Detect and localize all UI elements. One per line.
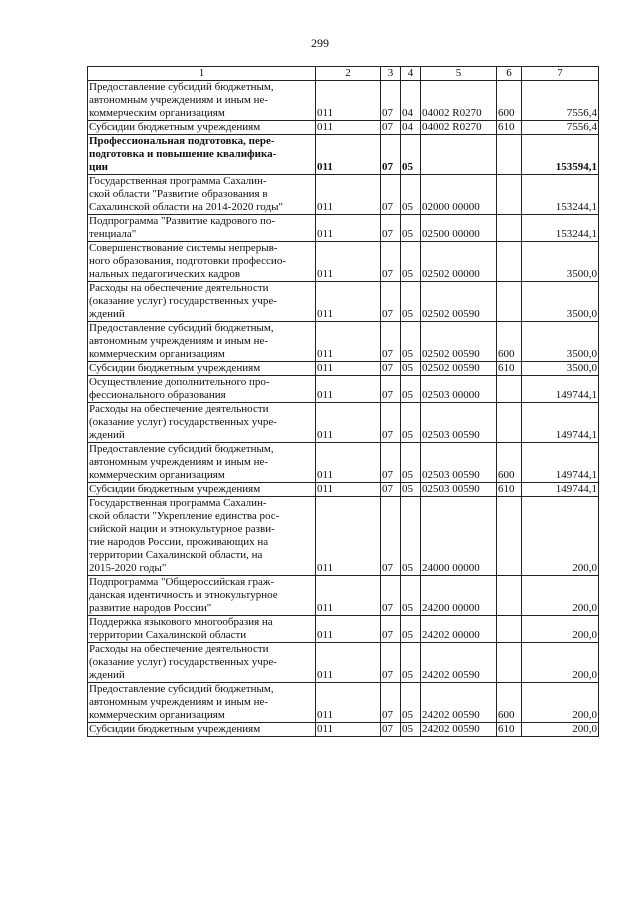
table-row <box>88 497 599 576</box>
table-row <box>88 683 599 723</box>
row-code-cell: 011 <box>316 683 381 723</box>
row-subsection-cell: 05 <box>401 242 421 282</box>
table-row <box>88 376 599 403</box>
row-target-cell: 02000 00000 <box>421 175 497 215</box>
row-code-cell: 011 <box>316 362 381 376</box>
row-target-cell: 24202 00000 <box>421 616 497 643</box>
table-header-row <box>88 67 599 81</box>
row-expense-type-cell <box>497 282 522 322</box>
row-target-cell: 24202 00590 <box>421 643 497 683</box>
row-target-cell: 24000 00000 <box>421 497 497 576</box>
row-code-cell: 011 <box>316 175 381 215</box>
row-code-cell: 011 <box>316 403 381 443</box>
row-target-cell: 02503 00000 <box>421 376 497 403</box>
row-amount-cell: 3500,0 <box>522 242 599 282</box>
row-expense-type-cell: 600 <box>497 683 522 723</box>
row-subsection-cell: 05 <box>401 683 421 723</box>
row-code-cell: 011 <box>316 322 381 362</box>
row-name-cell: Расходы на обеспечение деятельности (оказание услуг) государственных учре- ждений <box>88 403 316 443</box>
row-code-cell: 011 <box>316 242 381 282</box>
row-amount-cell: 3500,0 <box>522 322 599 362</box>
row-code-cell: 011 <box>316 616 381 643</box>
row-target-cell: 02502 00000 <box>421 242 497 282</box>
row-subsection-cell: 05 <box>401 282 421 322</box>
row-target-cell: 24200 00000 <box>421 576 497 616</box>
table-row <box>88 282 599 322</box>
row-name-cell: Предоставление субсидий бюджетным, автономным учреждениям и иным не- коммерческим организациям <box>88 443 316 483</box>
row-expense-type-cell: 600 <box>497 322 522 362</box>
row-code-cell: 011 <box>316 215 381 242</box>
row-section-cell: 07 <box>381 282 401 322</box>
row-section-cell: 07 <box>381 443 401 483</box>
row-amount-cell: 149744,1 <box>522 403 599 443</box>
row-subsection-cell: 04 <box>401 121 421 135</box>
row-section-cell: 07 <box>381 497 401 576</box>
row-code-cell: 011 <box>316 81 381 121</box>
row-code-cell: 011 <box>316 121 381 135</box>
row-code-cell: 011 <box>316 576 381 616</box>
row-expense-type-cell <box>497 135 522 175</box>
row-name-cell: Подпрограмма "Общероссийская граж- данская идентичность и этнокультурное развитие народов России" <box>88 576 316 616</box>
row-section-cell: 07 <box>381 643 401 683</box>
row-name-cell: Предоставление субсидий бюджетным, автономным учреждениям и иным не- коммерческим организациям <box>88 322 316 362</box>
row-target-cell: 02502 00590 <box>421 362 497 376</box>
table-row <box>88 483 599 497</box>
row-code-cell: 011 <box>316 282 381 322</box>
row-subsection-cell: 05 <box>401 497 421 576</box>
row-name-cell: Государственная программа Сахалин- ской области "Укрепление единства рос- сийской нации и этнокультурное разви- тие народов России, проживающих на территории Сахалинской области, на 2015-2020 годы" <box>88 497 316 576</box>
row-target-cell: 02502 00590 <box>421 282 497 322</box>
row-amount-cell: 149744,1 <box>522 443 599 483</box>
row-code-cell: 011 <box>316 497 381 576</box>
row-name-cell: Расходы на обеспечение деятельности (оказание услуг) государственных учре- ждений <box>88 282 316 322</box>
row-section-cell: 07 <box>381 403 401 443</box>
row-target-cell: 24202 00590 <box>421 723 497 737</box>
row-amount-cell: 153244,1 <box>522 215 599 242</box>
row-subsection-cell: 05 <box>401 483 421 497</box>
row-expense-type-cell <box>497 643 522 683</box>
table-row <box>88 322 599 362</box>
row-expense-type-cell <box>497 616 522 643</box>
row-subsection-cell: 05 <box>401 215 421 242</box>
header-cell: 5 <box>421 67 497 81</box>
row-code-cell: 011 <box>316 483 381 497</box>
row-name-cell: Совершенствование системы непрерыв- ного образования, подготовки профессио- нальных педагогических кадров <box>88 242 316 282</box>
row-subsection-cell: 05 <box>401 135 421 175</box>
table-row <box>88 403 599 443</box>
row-name-cell: Предоставление субсидий бюджетным, автономным учреждениям и иным не- коммерческим организациям <box>88 683 316 723</box>
row-section-cell: 07 <box>381 483 401 497</box>
row-amount-cell: 200,0 <box>522 643 599 683</box>
row-section-cell: 07 <box>381 723 401 737</box>
row-section-cell: 07 <box>381 81 401 121</box>
row-code-cell: 011 <box>316 376 381 403</box>
row-expense-type-cell: 600 <box>497 443 522 483</box>
row-name-cell: Профессиональная подготовка, пере- подготовка и повышение квалифика- ции <box>88 135 316 175</box>
table-row <box>88 576 599 616</box>
row-expense-type-cell: 610 <box>497 121 522 135</box>
row-target-cell: 04002 R0270 <box>421 121 497 135</box>
row-section-cell: 07 <box>381 242 401 282</box>
row-name-cell: Государственная программа Сахалин- ской области "Развитие образования в Сахалинской области на 2014-2020 годы" <box>88 175 316 215</box>
header-cell: 7 <box>522 67 599 81</box>
row-amount-cell: 3500,0 <box>522 362 599 376</box>
row-section-cell: 07 <box>381 135 401 175</box>
row-target-cell: 02503 00590 <box>421 443 497 483</box>
row-section-cell: 07 <box>381 215 401 242</box>
row-expense-type-cell <box>497 497 522 576</box>
row-name-cell: Осуществление дополнительного про- фессионального образования <box>88 376 316 403</box>
row-code-cell: 011 <box>316 643 381 683</box>
table-row <box>88 121 599 135</box>
row-target-cell <box>421 135 497 175</box>
row-name-cell: Предоставление субсидий бюджетным, автономным учреждениям и иным не- коммерческим организациям <box>88 81 316 121</box>
row-amount-cell: 200,0 <box>522 497 599 576</box>
row-name-cell: Субсидии бюджетным учреждениям <box>88 483 316 497</box>
row-amount-cell: 3500,0 <box>522 282 599 322</box>
row-expense-type-cell <box>497 403 522 443</box>
row-section-cell: 07 <box>381 362 401 376</box>
row-subsection-cell: 05 <box>401 576 421 616</box>
header-cell: 2 <box>316 67 381 81</box>
row-expense-type-cell <box>497 175 522 215</box>
row-section-cell: 07 <box>381 576 401 616</box>
row-target-cell: 02500 00000 <box>421 215 497 242</box>
row-subsection-cell: 04 <box>401 81 421 121</box>
table-row <box>88 616 599 643</box>
table-row <box>88 443 599 483</box>
table-row <box>88 135 599 175</box>
row-subsection-cell: 05 <box>401 362 421 376</box>
row-target-cell: 04002 R0270 <box>421 81 497 121</box>
row-expense-type-cell <box>497 242 522 282</box>
row-expense-type-cell: 610 <box>497 723 522 737</box>
row-amount-cell: 153244,1 <box>522 175 599 215</box>
row-amount-cell: 149744,1 <box>522 376 599 403</box>
table-row <box>88 81 599 121</box>
row-section-cell: 07 <box>381 683 401 723</box>
row-name-cell: Подпрограмма "Развитие кадрового по- тенциала" <box>88 215 316 242</box>
row-expense-type-cell: 610 <box>497 362 522 376</box>
table-row <box>88 242 599 282</box>
row-name-cell: Поддержка языкового многообразия на территории Сахалинской области <box>88 616 316 643</box>
row-name-cell: Расходы на обеспечение деятельности (оказание услуг) государственных учре- ждений <box>88 643 316 683</box>
row-section-cell: 07 <box>381 121 401 135</box>
row-expense-type-cell: 600 <box>497 81 522 121</box>
table-row <box>88 175 599 215</box>
row-amount-cell: 153594,1 <box>522 135 599 175</box>
row-expense-type-cell <box>497 215 522 242</box>
row-subsection-cell: 05 <box>401 175 421 215</box>
row-code-cell: 011 <box>316 135 381 175</box>
row-name-cell: Субсидии бюджетным учреждениям <box>88 121 316 135</box>
row-section-cell: 07 <box>381 376 401 403</box>
row-expense-type-cell <box>497 376 522 403</box>
row-amount-cell: 200,0 <box>522 576 599 616</box>
budget-table <box>87 66 599 737</box>
row-target-cell: 02502 00590 <box>421 322 497 362</box>
row-section-cell: 07 <box>381 322 401 362</box>
table-row <box>88 643 599 683</box>
table-row <box>88 723 599 737</box>
row-code-cell: 011 <box>316 443 381 483</box>
row-subsection-cell: 05 <box>401 643 421 683</box>
table-row <box>88 215 599 242</box>
row-expense-type-cell: 610 <box>497 483 522 497</box>
row-section-cell: 07 <box>381 175 401 215</box>
row-code-cell: 011 <box>316 723 381 737</box>
row-target-cell: 02503 00590 <box>421 483 497 497</box>
row-section-cell: 07 <box>381 616 401 643</box>
row-subsection-cell: 05 <box>401 616 421 643</box>
row-expense-type-cell <box>497 576 522 616</box>
row-name-cell: Субсидии бюджетным учреждениям <box>88 362 316 376</box>
row-amount-cell: 200,0 <box>522 616 599 643</box>
header-cell: 1 <box>88 67 316 81</box>
row-amount-cell: 7556,4 <box>522 121 599 135</box>
table-row <box>88 362 599 376</box>
row-subsection-cell: 05 <box>401 723 421 737</box>
row-amount-cell: 200,0 <box>522 683 599 723</box>
row-name-cell: Субсидии бюджетным учреждениям <box>88 723 316 737</box>
row-amount-cell: 7556,4 <box>522 81 599 121</box>
header-cell: 4 <box>401 67 421 81</box>
page-number: 299 <box>311 36 329 50</box>
header-cell: 3 <box>381 67 401 81</box>
row-subsection-cell: 05 <box>401 443 421 483</box>
row-amount-cell: 200,0 <box>522 723 599 737</box>
header-cell: 6 <box>497 67 522 81</box>
row-amount-cell: 149744,1 <box>522 483 599 497</box>
row-subsection-cell: 05 <box>401 403 421 443</box>
row-target-cell: 24202 00590 <box>421 683 497 723</box>
row-subsection-cell: 05 <box>401 376 421 403</box>
row-target-cell: 02503 00590 <box>421 403 497 443</box>
row-subsection-cell: 05 <box>401 322 421 362</box>
